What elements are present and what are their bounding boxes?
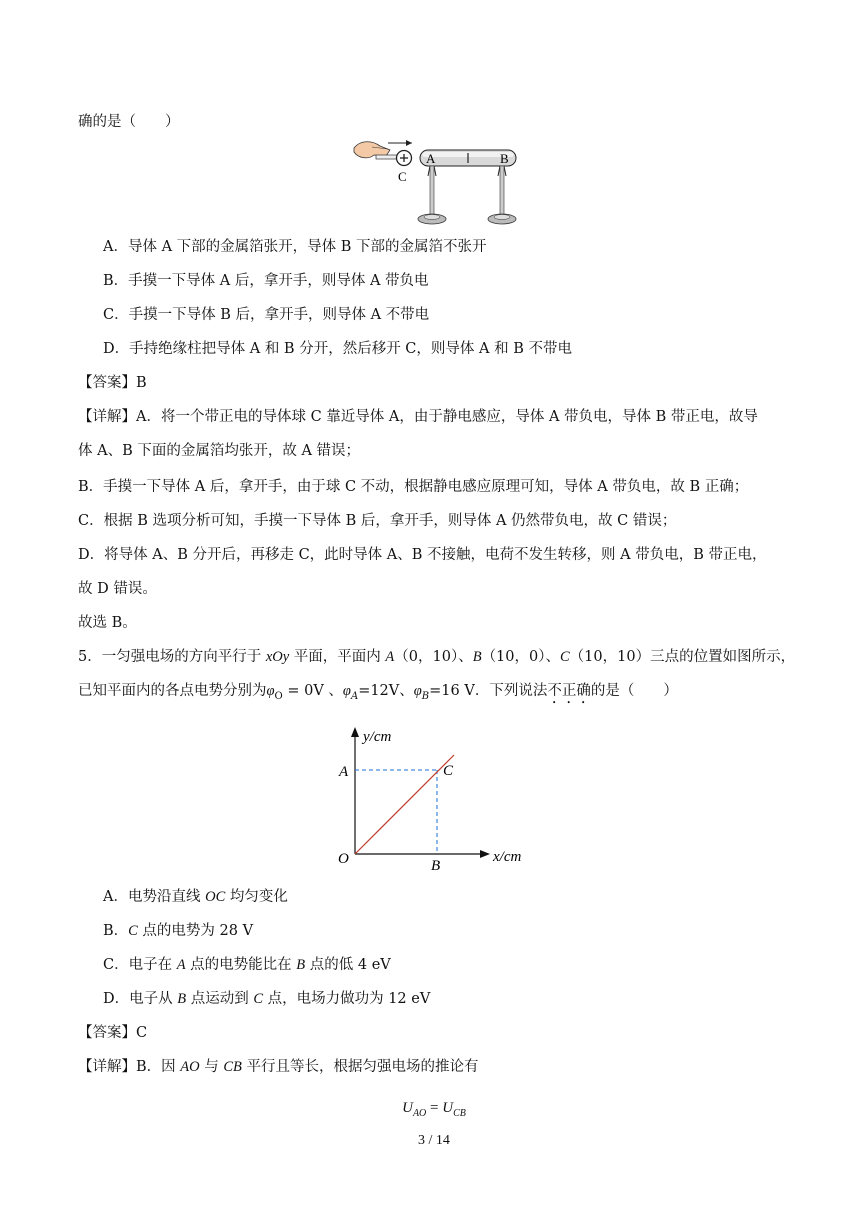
detail-line: B．手摸一下导体 A 后，拿开手，由于球 C 不动，根据静电感应原理可知，导体 A 带负电，故 B 正确； bbox=[78, 479, 749, 495]
page-number: 3 / 14 bbox=[418, 1133, 450, 1148]
detail-line: 【详解】A．将一个带正电的导体球 C 靠近导体 A，由于静电感应，导体 A 带负电，导体 B 带正电，故导 bbox=[78, 409, 758, 425]
question-5-stem-line1: 5．一匀强电场的方向平行于 xOy 平面，平面内 A（0，10）、B（10，0）、C（10，10）三点的位置如图所示， bbox=[78, 649, 796, 665]
equation-uao-ucb: $U_{AO} = U_{CB}$ bbox=[402, 1100, 466, 1119]
x-axis-arrow-icon bbox=[480, 850, 490, 858]
detail-line: 体 A、B 下面的金属箔均张开，故 A 错误； bbox=[78, 443, 361, 459]
answer-q5: 【答案】C bbox=[78, 1025, 148, 1041]
answer-q4: 【答案】B bbox=[78, 375, 147, 391]
point-c-label: C bbox=[443, 763, 454, 779]
y-axis-arrow-icon bbox=[351, 727, 359, 737]
label-b: B bbox=[500, 151, 509, 166]
q5-option-d: D．电子从 B 点运动到 C 点，电场力做功为 12 eV bbox=[103, 991, 431, 1007]
label-c: C bbox=[398, 169, 407, 184]
emphasized-text: 不正确 bbox=[547, 683, 591, 699]
detail-line: D．将导体 A、B 分开后，再移走 C，此时导体 A、B 不接触，电荷不发生转移，则 A 带负电，B 带正电， bbox=[78, 547, 767, 563]
q5-option-b: B．C 点的电势为 28 V bbox=[103, 923, 254, 939]
point-a-label: A bbox=[339, 764, 349, 780]
q5-option-c: C．电子在 A 点的电势能比在 B 点的低 4 eV bbox=[103, 957, 391, 973]
option-d: D．手持绝缘柱把导体 A 和 B 分开，然后移开 C，则导体 A 和 B 不带电 bbox=[103, 341, 572, 357]
q5-detail-line: 【详解】B．因 AO 与 CB 平行且等长，根据匀强电场的推论有 bbox=[78, 1059, 479, 1075]
insulating-stand-a bbox=[418, 166, 446, 224]
origin-label: O bbox=[338, 851, 349, 867]
detail-line: 故 D 错误。 bbox=[78, 581, 157, 597]
point-b-label: B bbox=[431, 858, 441, 874]
detail-line: C．根据 B 选项分析可知，手摸一下导体 B 后，拿开手，则导体 A 仍然带负电，故 C 错误； bbox=[78, 513, 677, 529]
x-axis-label: x/cm bbox=[493, 849, 522, 865]
detail-line: 故选 B。 bbox=[78, 615, 137, 631]
option-b: B．手摸一下导体 A 后，拿开手，则导体 A 带负电 bbox=[103, 273, 429, 289]
coordinate-graph bbox=[330, 722, 540, 878]
question-stem-tail: 确的是（ ） bbox=[78, 114, 180, 130]
motion-arrow-icon bbox=[388, 140, 412, 146]
q5-option-a: A．电势沿直线 OC 均匀变化 bbox=[103, 889, 288, 905]
electroscope-figure bbox=[350, 136, 530, 231]
question-5-stem-line2: 已知平面内的各点电势分别为$\varphi_O = 0V$ 、$\varphi_A=12V$、$\varphi_B=16$ V．下列说法不正确的是（ ） bbox=[78, 683, 678, 702]
y-axis-label: y/cm bbox=[363, 729, 392, 745]
label-a: A bbox=[426, 151, 436, 166]
option-c: C．手摸一下导体 B 后，拿开手，则导体 A 不带电 bbox=[103, 307, 430, 323]
insulating-stand-b bbox=[488, 166, 516, 224]
option-a: A．导体 A 下部的金属箔张开，导体 B 下部的金属箔不张开 bbox=[103, 239, 487, 255]
insulating-rod bbox=[376, 155, 398, 159]
